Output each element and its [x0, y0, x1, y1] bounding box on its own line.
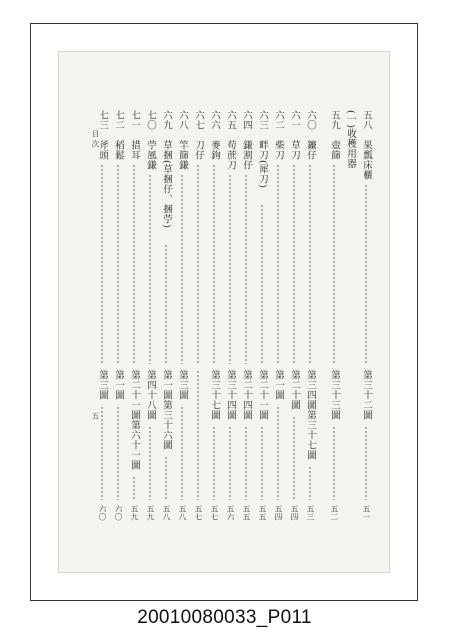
entry-number: 六二: [273, 110, 284, 130]
entry-number: 六五: [225, 110, 236, 130]
leader-dots: [309, 164, 311, 364]
leader-dots: [293, 164, 295, 364]
toc-entry: [327, 110, 341, 590]
entry-title: 草捆(草捆仔、捆苧): [161, 140, 172, 229]
entry-number: 六三: [257, 110, 268, 130]
leader-dots: [101, 164, 103, 364]
leader-dots: [277, 164, 279, 364]
toc-entry: [239, 110, 253, 590]
leader-dots: [149, 426, 151, 500]
toc-entry: [223, 110, 237, 590]
entry-number: 七二: [113, 110, 124, 130]
leader-dots: [165, 456, 167, 500]
entry-title: 麥鉤: [209, 140, 220, 160]
figure-reference: 第一圖: [113, 370, 124, 400]
figure-reference: 第一圖第三十六圖: [161, 370, 172, 450]
leader-dots: [333, 426, 335, 500]
page-number: 五七: [210, 505, 219, 521]
figure-reference: 第三四圖第三十七圖: [305, 370, 316, 460]
figure-reference: 第二十圖: [289, 370, 300, 410]
toc-entry: [271, 110, 285, 590]
folio: 五: [91, 412, 100, 420]
figure-reference: 第三十七圖: [209, 370, 220, 420]
toc-entry: [111, 110, 125, 590]
page-number: 五三: [306, 505, 315, 521]
toc-entry: [207, 110, 221, 590]
leader-dots: [101, 406, 103, 500]
leader-dots: [245, 174, 247, 364]
entry-number: 七三: [97, 110, 108, 130]
leader-dots: [333, 164, 335, 364]
leader-dots: [261, 426, 263, 500]
entry-title: 苧風鎌: [145, 140, 156, 170]
toc-entry: [127, 110, 141, 590]
entry-number: 七一: [129, 110, 140, 130]
leader-dots: [149, 174, 151, 364]
image-caption: 20010080033_P011: [137, 607, 312, 628]
page-number: 五九: [146, 505, 155, 521]
entry-number: 六一: [289, 110, 300, 130]
entry-title: 鎌割仔: [241, 140, 252, 170]
leader-dots: [213, 426, 215, 500]
leader-dots: [181, 406, 183, 500]
toc-entry: [95, 110, 109, 590]
toc-entry: [287, 110, 301, 590]
page-number: 五五: [258, 505, 267, 521]
figure-reference: 第三十三圖: [329, 370, 340, 420]
section-heading: (一)收穫用器: [345, 110, 356, 169]
leader-dots: [261, 204, 263, 364]
entry-number: 六九: [161, 110, 172, 130]
figure-reference: 第三十四圖: [225, 370, 236, 420]
figure-reference: 第一圖: [273, 370, 284, 400]
entry-number: 五八: [361, 110, 372, 130]
entry-number: 六四: [241, 110, 252, 130]
page-number: 五八: [162, 505, 171, 521]
toc-entry: [255, 110, 269, 590]
figure-reference: 第三十二圖: [361, 370, 372, 420]
figure-reference: 第三圖: [97, 370, 108, 400]
leader-dots: [229, 174, 231, 364]
leader-dots: [309, 466, 311, 500]
entry-title: 柴刀: [273, 140, 284, 160]
entry-title: 草刀: [289, 140, 300, 160]
leader-dots: [181, 174, 183, 364]
entry-title: 措耳: [129, 140, 140, 160]
entry-title: 刀仔: [193, 140, 204, 160]
page-number: 五九: [130, 505, 139, 521]
figure-reference: 第四十八圖: [145, 370, 156, 420]
toc-entry: [175, 110, 189, 590]
entry-title: 果瓢床櫃: [361, 140, 372, 180]
figure-reference: 第三圖: [177, 370, 188, 400]
leader-dots: [133, 476, 135, 500]
leader-dots: [365, 426, 367, 500]
page-number: 五四: [274, 505, 283, 521]
entry-number: 六七: [193, 110, 204, 130]
entry-title: 斧頭: [97, 140, 108, 160]
toc-entry: [303, 110, 317, 590]
document-page: [58, 51, 390, 573]
leader-dots: [293, 416, 295, 500]
entry-title: 苟蔗刀: [225, 140, 236, 170]
leader-dots: [197, 164, 199, 364]
toc-entry: [143, 110, 157, 590]
page-number: 六〇: [98, 505, 107, 521]
leader-dots: [277, 406, 279, 500]
entry-number: 六〇: [305, 110, 316, 130]
leader-dots: [365, 184, 367, 364]
figure-reference: 第二十一圖: [257, 370, 268, 420]
running-header: 目 次: [91, 130, 100, 148]
figure-reference: 第二十一圖第六十一圖: [129, 370, 140, 470]
leader-dots: [245, 426, 247, 500]
entry-title: 壺篩: [329, 140, 340, 160]
entry-title: 畔刀(犀刀): [257, 140, 268, 189]
toc-entry: [359, 110, 373, 590]
entry-title: 鐮仔: [305, 140, 316, 160]
leader-dots: [213, 164, 215, 364]
page-number: 五一: [362, 505, 371, 521]
page-number: 五五: [242, 505, 251, 521]
entry-number: 五九: [329, 110, 340, 130]
figure-reference: 第二十四圖: [241, 370, 252, 420]
page-number: 六〇: [114, 505, 123, 521]
leader-dots: [117, 406, 119, 500]
leader-dots: [165, 244, 167, 364]
leader-dots: [197, 370, 199, 500]
leader-dots: [229, 426, 231, 500]
leader-dots: [133, 164, 135, 364]
page-number: 五四: [290, 505, 299, 521]
entry-number: 七〇: [145, 110, 156, 130]
page-number: 五七: [194, 505, 203, 521]
page-number: 五六: [226, 505, 235, 521]
entry-title: 稻鬆: [113, 140, 124, 160]
page-number: 五八: [178, 505, 187, 521]
entry-title: 竿篩鎌: [177, 140, 188, 170]
toc-entry: [159, 110, 173, 590]
toc-entry: [191, 110, 205, 590]
entry-number: 六八: [177, 110, 188, 130]
leader-dots: [117, 164, 119, 364]
entry-number: 六六: [209, 110, 220, 130]
page-number: 五二: [330, 505, 339, 521]
